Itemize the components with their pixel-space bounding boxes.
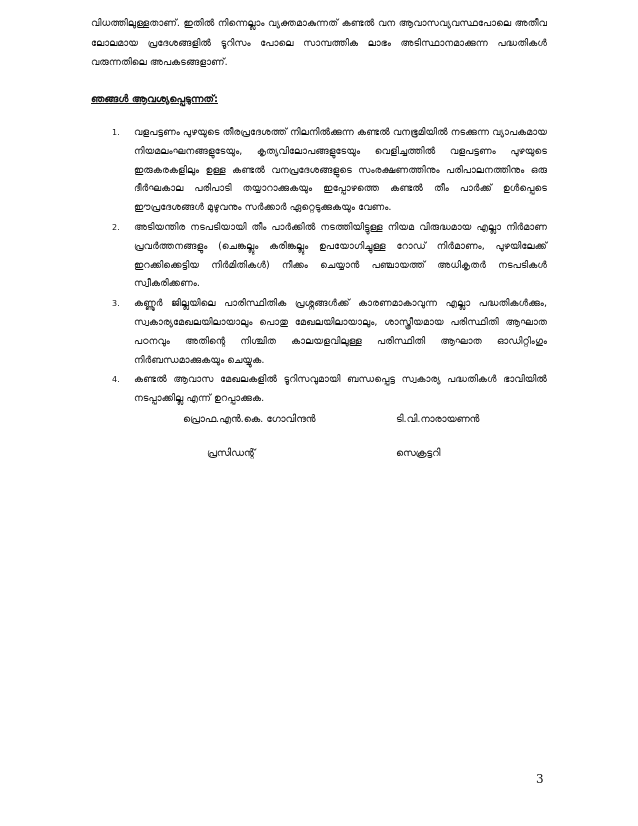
demand-number: 4. [112,375,120,385]
demand-text: കണ്ടൽ ആവാസ മേഖലകളിൽ ടൂറിസവുമായി ബന്ധപ്പെട്ട സ്വകാര്യ പദ്ധതികൾ ഭാവിയിൽ നടപ്പാക്കില്ല എന്ന് ഉറപ്പാക്കുക. [134,374,547,405]
demand-number: 3. [112,299,120,309]
president-title: പ്രസിഡന്റ് [207,448,256,459]
intro-paragraph: വിധത്തിലുള്ളതാണ്. ഇതിൽ നിന്നെല്ലാം വ്യക്തമാകുന്നത് കണ്ടൽ വന ആവാസവ്യവസ്ഥപോലെ അതീവ ലോലമായ പ്രദേശങ്ങളിൽ ടൂറിസം പോലെ സാമ്പത്തിക ലാഭം അടിസ്ഥാനമാക്കുന്ന പദ്ധതികൾ വരുന്നതിലെ അപകടങ്ങളാണ്. [91,18,547,68]
page-number: 3 [536,772,544,786]
demand-text: കണ്ണൂർ ജില്ലയിലെ പാരിസ്ഥിതിക പ്രശ്നങ്ങൾക്ക് കാരണമാകാവുന്ന എല്ലാ പദ്ധതികൾക്കും, സ്വകാര്യമേഖലയിലായാലും പൊതു മേഖലയിലായാലും, ശാസ്ത്രീയമായ പരിസ്ഥിതി ആഘാത പഠനവും അതിന്റെ നിശ്ചിത കാലയളവിലുള്ള പരിസ്ഥിതി ആഘാത ഓഡിറ്റിംഗും നിർബന്ധമാക്കുകയും ചെയ്യുക. [134,298,547,366]
demand-item [112,124,547,218]
president-name: പ്രൊഫ.എൻ.കെ. ഗോവിന്ദൻ [183,414,316,425]
demand-text: അടിയന്തിര നടപടിയായി തീം പാർക്കിൽ നടത്തിയിട്ടുള്ള നിയമ വിരുദ്ധമായ എല്ലാ നിർമാണ പ്രവർത്തനങ്ങളും (ചെങ്കല്ലും കരിങ്കല്ലും ഉപയോഗിച്ചുള്ള റോഡ് നിർമാണം, പുഴയിലേക്ക് ഇറക്കിക്കെട്ടിയ നിർമിതികൾ) നീക്കം ചെയ്യാൻ പഞ്ചായത്ത് അധികൃതർ നടപടികൾ സ്വീകരിക്കണം. [134,221,547,290]
demand-item [112,219,547,294]
secretary-name: ടി.വി.നാരായണൻ [396,414,480,425]
demands-list [112,124,547,410]
demand-text: വളപട്ടണം പുഴയുടെ തീരപ്രദേശത്ത് നിലനിൽക്കുന്ന കണ്ടൽ വനഭൂമിയിൽ നടക്കുന്ന വ്യാപകമായ നിയമലംഘനങ്ങളുടേയും, കൃത്യവിലോപങ്ങളുടേയും വെളിച്ചത്തിൽ വളപട്ടണം പുഴയുടെ ഇരുകരകളിലും ഉള്ള കണ്ടൽ വനപ്രദേശങ്ങളുടെ സംരക്ഷണത്തിനും പരിപാലനത്തിനും ഒരു ദീർഘകാല പരിപാടി തയ്യാറാക്കുകയും ഇപ്പോഴത്തെ കണ്ടൽ തീം പാർക്ക് ഉൾപ്പെടെ ഈപ്രദേശങ്ങൾ മുഴുവനും സർക്കാർ ഏറ്റെടുക്കുകയും വേണം. [134,127,548,214]
demand-number: 2. [112,222,120,232]
demand-item [112,295,547,370]
demands-heading: ഞങ്ങൾ ആവശ്യപ്പെടുന്നത്: [91,94,218,105]
demand-item [112,371,547,409]
demand-number: 1. [112,128,120,137]
secretary-title: സെക്രട്ടറി [396,448,441,459]
